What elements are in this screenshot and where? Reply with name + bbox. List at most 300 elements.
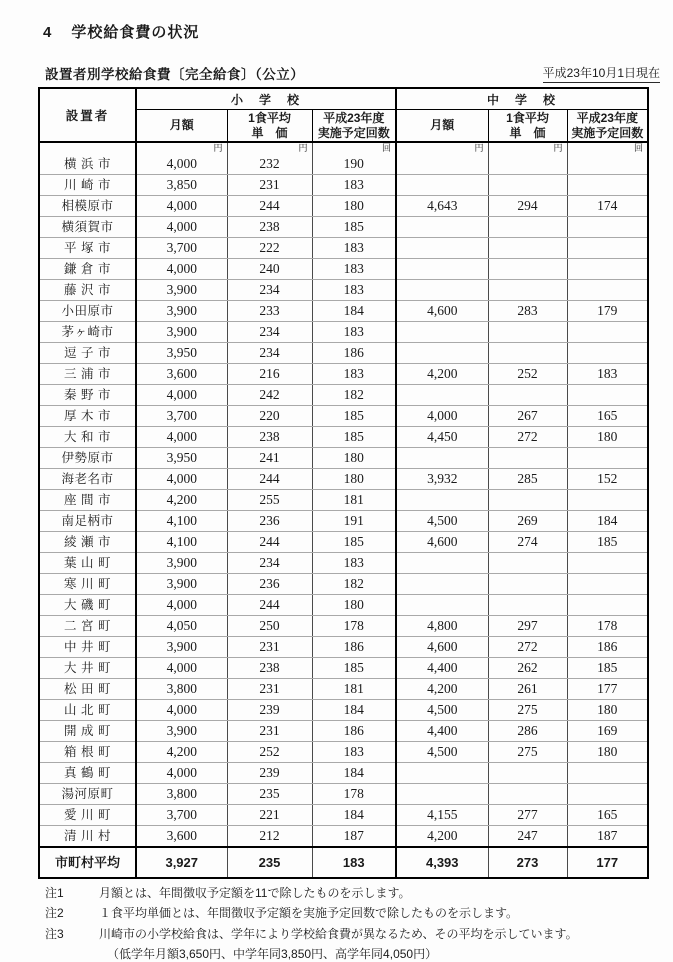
value-cell: 4,400 xyxy=(396,658,488,679)
value-cell xyxy=(488,574,567,595)
table-row xyxy=(39,322,648,343)
value-cell: 190 xyxy=(312,154,396,175)
table-row xyxy=(39,406,648,427)
installer-name: 小田原市 xyxy=(39,301,136,322)
table-row xyxy=(39,511,648,532)
value-cell: 181 xyxy=(312,490,396,511)
value-cell: 4,050 xyxy=(136,616,227,637)
average-elem-count: 183 xyxy=(312,847,396,878)
value-cell xyxy=(567,553,648,574)
value-cell xyxy=(396,175,488,196)
value-cell: 183 xyxy=(312,553,396,574)
table-row xyxy=(39,154,648,175)
installer-name: 山 北 町 xyxy=(39,700,136,721)
value-cell xyxy=(488,238,567,259)
table-row xyxy=(39,532,648,553)
unit-label-yen: 円 xyxy=(488,142,567,154)
value-cell: 4,155 xyxy=(396,805,488,826)
installer-name: 真 鶴 町 xyxy=(39,763,136,784)
value-cell xyxy=(567,259,648,280)
value-cell xyxy=(396,217,488,238)
installer-name: 松 田 町 xyxy=(39,679,136,700)
value-cell: 186 xyxy=(567,637,648,658)
value-cell: 4,200 xyxy=(396,679,488,700)
value-cell: 180 xyxy=(312,595,396,616)
average-row xyxy=(39,847,648,878)
installer-name: 秦 野 市 xyxy=(39,385,136,406)
value-cell: 186 xyxy=(312,721,396,742)
value-cell: 3,900 xyxy=(136,721,227,742)
value-cell: 185 xyxy=(312,658,396,679)
value-cell xyxy=(488,280,567,301)
value-cell: 182 xyxy=(312,574,396,595)
installer-name: 藤 沢 市 xyxy=(39,280,136,301)
value-cell xyxy=(567,154,648,175)
table-row xyxy=(39,784,648,805)
value-cell: 183 xyxy=(312,175,396,196)
average-junior-monthly: 4,393 xyxy=(396,847,488,878)
installer-name: 愛 川 町 xyxy=(39,805,136,826)
value-cell xyxy=(488,175,567,196)
table-row xyxy=(39,616,648,637)
value-cell: 4,450 xyxy=(396,427,488,448)
unit-label-yen: 円 xyxy=(227,142,312,154)
value-cell: 183 xyxy=(312,259,396,280)
installer-name: 大 和 市 xyxy=(39,427,136,448)
installer-name: 海老名市 xyxy=(39,469,136,490)
value-cell: 4,000 xyxy=(136,427,227,448)
value-cell: 241 xyxy=(227,448,312,469)
unit-label-kai: 回 xyxy=(634,143,644,153)
value-cell xyxy=(488,343,567,364)
value-cell xyxy=(396,385,488,406)
installer-name: 厚 木 市 xyxy=(39,406,136,427)
value-cell: 234 xyxy=(227,343,312,364)
value-cell: 212 xyxy=(227,826,312,848)
value-cell: 244 xyxy=(227,196,312,217)
value-cell: 186 xyxy=(312,343,396,364)
value-cell xyxy=(567,343,648,364)
value-cell: 3,800 xyxy=(136,679,227,700)
value-cell: 179 xyxy=(567,301,648,322)
value-cell: 180 xyxy=(567,700,648,721)
value-cell: 178 xyxy=(312,784,396,805)
note-3-cont-label xyxy=(45,947,99,961)
installer-name: 茅ヶ崎市 xyxy=(39,322,136,343)
value-cell: 269 xyxy=(488,511,567,532)
table-row xyxy=(39,364,648,385)
count-line2: 実施予定回数 xyxy=(317,125,390,140)
col-group-elementary: 小 学 校 xyxy=(136,88,396,110)
value-cell xyxy=(488,448,567,469)
note-2 xyxy=(45,906,673,920)
value-cell: 184 xyxy=(312,700,396,721)
section-number: 4 xyxy=(43,24,53,41)
value-cell: 3,900 xyxy=(136,637,227,658)
value-cell: 4,200 xyxy=(396,364,488,385)
value-cell: 272 xyxy=(488,427,567,448)
average-label: 市町村平均 xyxy=(39,847,136,878)
note-1 xyxy=(45,886,673,900)
value-cell: 183 xyxy=(312,322,396,343)
value-cell: 3,900 xyxy=(136,280,227,301)
table-row xyxy=(39,679,648,700)
installer-name: 綾 瀬 市 xyxy=(39,532,136,553)
value-cell: 252 xyxy=(227,742,312,763)
value-cell: 3,900 xyxy=(136,301,227,322)
unit-price-line1: 1食平均 xyxy=(248,111,291,126)
count-line1: 平成23年度 xyxy=(576,111,638,126)
installer-name: 大 井 町 xyxy=(39,658,136,679)
value-cell: 4,200 xyxy=(396,826,488,848)
value-cell xyxy=(396,448,488,469)
table-row xyxy=(39,490,648,511)
col-header-count-elem xyxy=(312,110,396,143)
value-cell: 3,900 xyxy=(136,553,227,574)
value-cell xyxy=(396,595,488,616)
value-cell: 169 xyxy=(567,721,648,742)
value-cell: 152 xyxy=(567,469,648,490)
value-cell: 232 xyxy=(227,154,312,175)
value-cell: 231 xyxy=(227,679,312,700)
value-cell: 236 xyxy=(227,574,312,595)
note-1-label: 注1 xyxy=(45,886,64,900)
installer-name: 伊勢原市 xyxy=(39,448,136,469)
table-row xyxy=(39,469,648,490)
installer-name: 川 崎 市 xyxy=(39,175,136,196)
value-cell: 247 xyxy=(488,826,567,848)
value-cell: 244 xyxy=(227,469,312,490)
value-cell: 183 xyxy=(312,280,396,301)
table-row xyxy=(39,658,648,679)
value-cell: 4,000 xyxy=(136,763,227,784)
value-cell: 4,500 xyxy=(396,511,488,532)
value-cell: 3,950 xyxy=(136,448,227,469)
value-cell xyxy=(567,595,648,616)
col-header-count-junior xyxy=(567,110,648,143)
value-cell: 262 xyxy=(488,658,567,679)
value-cell: 4,000 xyxy=(136,154,227,175)
school-lunch-fee-table xyxy=(38,87,649,879)
value-cell: 234 xyxy=(227,322,312,343)
value-cell: 191 xyxy=(312,511,396,532)
installer-name: 開 成 町 xyxy=(39,721,136,742)
page-title xyxy=(0,0,673,42)
value-cell xyxy=(567,784,648,805)
note-3-text: 川崎市の小学校給食は、学年により学校給食費が異なるため、その平均を示しています。 xyxy=(99,926,578,941)
value-cell: 4,100 xyxy=(136,511,227,532)
value-cell: 4,800 xyxy=(396,616,488,637)
table-row xyxy=(39,805,648,826)
value-cell: 3,932 xyxy=(396,469,488,490)
value-cell xyxy=(488,217,567,238)
count-line1: 平成23年度 xyxy=(323,111,385,126)
average-junior-count: 177 xyxy=(567,847,648,878)
value-cell: 275 xyxy=(488,742,567,763)
notes-section xyxy=(45,886,673,962)
value-cell: 239 xyxy=(227,700,312,721)
value-cell: 294 xyxy=(488,196,567,217)
value-cell: 3,800 xyxy=(136,784,227,805)
value-cell xyxy=(488,595,567,616)
table-row xyxy=(39,637,648,658)
value-cell: 4,400 xyxy=(396,721,488,742)
installer-name: 中 井 町 xyxy=(39,637,136,658)
value-cell xyxy=(396,784,488,805)
value-cell xyxy=(488,490,567,511)
value-cell: 183 xyxy=(312,742,396,763)
value-cell: 222 xyxy=(227,238,312,259)
value-cell xyxy=(396,553,488,574)
value-cell: 231 xyxy=(227,175,312,196)
value-cell xyxy=(567,175,648,196)
table-footer xyxy=(39,847,648,878)
section-title-text: 学校給食費の状況 xyxy=(71,24,200,41)
value-cell: 174 xyxy=(567,196,648,217)
installer-name: 平 塚 市 xyxy=(39,238,136,259)
value-cell xyxy=(396,280,488,301)
value-cell xyxy=(396,154,488,175)
value-cell xyxy=(396,763,488,784)
table-caption-row xyxy=(45,63,660,83)
value-cell: 185 xyxy=(312,427,396,448)
installer-name: 横 浜 市 xyxy=(39,154,136,175)
installer-name: 二 宮 町 xyxy=(39,616,136,637)
col-header-monthly-junior: 月額 xyxy=(396,110,488,143)
average-elem-monthly: 3,927 xyxy=(136,847,227,878)
table-row xyxy=(39,553,648,574)
table-row xyxy=(39,175,648,196)
value-cell: 220 xyxy=(227,406,312,427)
col-group-junior: 中 学 校 xyxy=(396,88,648,110)
value-cell xyxy=(396,259,488,280)
value-cell: 238 xyxy=(227,658,312,679)
value-cell xyxy=(396,490,488,511)
value-cell xyxy=(488,154,567,175)
value-cell: 3,700 xyxy=(136,805,227,826)
value-cell: 3,600 xyxy=(136,364,227,385)
installer-name: 逗 子 市 xyxy=(39,343,136,364)
value-cell: 233 xyxy=(227,301,312,322)
value-cell xyxy=(567,490,648,511)
installer-name: 清 川 村 xyxy=(39,826,136,848)
value-cell: 234 xyxy=(227,553,312,574)
value-cell: 286 xyxy=(488,721,567,742)
header-group-row xyxy=(39,88,648,110)
installer-name: 鎌 倉 市 xyxy=(39,259,136,280)
value-cell: 240 xyxy=(227,259,312,280)
table-body xyxy=(39,142,648,847)
value-cell xyxy=(396,322,488,343)
table-row xyxy=(39,742,648,763)
value-cell: 4,000 xyxy=(136,259,227,280)
value-cell: 3,900 xyxy=(136,322,227,343)
value-cell: 234 xyxy=(227,280,312,301)
note-2-label: 注2 xyxy=(45,906,64,921)
col-header-unit-price-junior xyxy=(488,110,567,143)
value-cell: 180 xyxy=(312,448,396,469)
value-cell: 277 xyxy=(488,805,567,826)
value-cell: 184 xyxy=(312,763,396,784)
value-cell: 231 xyxy=(227,721,312,742)
value-cell: 185 xyxy=(312,406,396,427)
value-cell: 186 xyxy=(312,637,396,658)
value-cell xyxy=(488,322,567,343)
value-cell: 183 xyxy=(567,364,648,385)
value-cell: 3,700 xyxy=(136,238,227,259)
value-cell: 185 xyxy=(312,217,396,238)
value-cell: 3,950 xyxy=(136,343,227,364)
value-cell xyxy=(488,385,567,406)
value-cell: 165 xyxy=(567,406,648,427)
table-row xyxy=(39,280,648,301)
value-cell: 4,600 xyxy=(396,637,488,658)
installer-name: 相模原市 xyxy=(39,196,136,217)
value-cell: 184 xyxy=(312,301,396,322)
installer-name: 箱 根 町 xyxy=(39,742,136,763)
value-cell: 4,000 xyxy=(136,700,227,721)
value-cell: 216 xyxy=(227,364,312,385)
value-cell: 184 xyxy=(567,511,648,532)
unit-price-line2: 単 価 xyxy=(251,125,288,140)
value-cell: 4,000 xyxy=(136,217,227,238)
value-cell xyxy=(488,553,567,574)
average-elem-unit-price: 235 xyxy=(227,847,312,878)
value-cell: 272 xyxy=(488,637,567,658)
value-cell: 3,850 xyxy=(136,175,227,196)
unit-blank xyxy=(39,142,136,154)
table-row xyxy=(39,595,648,616)
value-cell: 3,900 xyxy=(136,574,227,595)
value-cell: 4,100 xyxy=(136,532,227,553)
table-row xyxy=(39,385,648,406)
value-cell: 4,500 xyxy=(396,742,488,763)
value-cell xyxy=(396,343,488,364)
value-cell: 283 xyxy=(488,301,567,322)
table-row xyxy=(39,448,648,469)
value-cell: 297 xyxy=(488,616,567,637)
value-cell xyxy=(396,574,488,595)
value-cell: 4,200 xyxy=(136,742,227,763)
value-cell xyxy=(567,574,648,595)
table-row xyxy=(39,700,648,721)
value-cell xyxy=(567,217,648,238)
value-cell: 4,000 xyxy=(136,658,227,679)
value-cell: 3,700 xyxy=(136,406,227,427)
value-cell: 4,000 xyxy=(136,469,227,490)
value-cell: 4,643 xyxy=(396,196,488,217)
average-junior-unit-price: 273 xyxy=(488,847,567,878)
unit-price-line2: 単 価 xyxy=(509,125,546,140)
col-header-installer: 設置者 xyxy=(39,88,136,142)
table-row xyxy=(39,301,648,322)
value-cell: 187 xyxy=(567,826,648,848)
table-title: 設置者別学校給食費〔完全給食〕（公立） xyxy=(45,67,305,82)
note-3 xyxy=(45,927,673,941)
value-cell: 238 xyxy=(227,217,312,238)
value-cell: 4,000 xyxy=(136,196,227,217)
unit-label-kai: 回 xyxy=(312,142,396,154)
value-cell: 185 xyxy=(312,532,396,553)
as-of-date: 平成23年10月1日現在 xyxy=(543,64,660,83)
col-header-unit-price-elem xyxy=(227,110,312,143)
value-cell: 275 xyxy=(488,700,567,721)
table-row xyxy=(39,238,648,259)
table-row xyxy=(39,427,648,448)
installer-name: 横須賀市 xyxy=(39,217,136,238)
installer-name: 座 間 市 xyxy=(39,490,136,511)
installer-name: 寒 川 町 xyxy=(39,574,136,595)
col-header-monthly-elem: 月額 xyxy=(136,110,227,143)
count-line2: 実施予定回数 xyxy=(571,125,644,140)
value-cell xyxy=(567,448,648,469)
value-cell: 183 xyxy=(312,238,396,259)
table-row xyxy=(39,574,648,595)
table-row xyxy=(39,721,648,742)
table-row xyxy=(39,217,648,238)
value-cell xyxy=(567,280,648,301)
installer-name: 大 磯 町 xyxy=(39,595,136,616)
note-3-continued xyxy=(45,947,673,961)
value-cell: 274 xyxy=(488,532,567,553)
value-cell xyxy=(488,784,567,805)
note-1-text: 月額とは、年間徴収予定額を11で除したものを示します。 xyxy=(99,886,411,900)
value-cell: 183 xyxy=(312,364,396,385)
installer-name: 湯河原町 xyxy=(39,784,136,805)
units-row xyxy=(39,142,648,154)
value-cell: 3,600 xyxy=(136,826,227,848)
value-cell xyxy=(567,385,648,406)
value-cell: 235 xyxy=(227,784,312,805)
table-row xyxy=(39,259,648,280)
value-cell: 231 xyxy=(227,637,312,658)
value-cell: 187 xyxy=(312,826,396,848)
value-cell: 250 xyxy=(227,616,312,637)
value-cell: 221 xyxy=(227,805,312,826)
table-row xyxy=(39,343,648,364)
value-cell: 178 xyxy=(312,616,396,637)
value-cell xyxy=(567,763,648,784)
value-cell: 255 xyxy=(227,490,312,511)
value-cell: 252 xyxy=(488,364,567,385)
value-cell: 4,000 xyxy=(396,406,488,427)
value-cell: 236 xyxy=(227,511,312,532)
note-3-cont-text: （低学年月額3,650円、中学年同3,850円、高学年同4,050円） xyxy=(107,947,438,962)
value-cell: 244 xyxy=(227,532,312,553)
value-cell: 238 xyxy=(227,427,312,448)
installer-name: 葉 山 町 xyxy=(39,553,136,574)
value-cell xyxy=(488,763,567,784)
installer-name: 南足柄市 xyxy=(39,511,136,532)
value-cell: 285 xyxy=(488,469,567,490)
note-3-label: 注3 xyxy=(45,926,64,941)
value-cell: 4,500 xyxy=(396,700,488,721)
value-cell: 180 xyxy=(567,427,648,448)
value-cell xyxy=(567,322,648,343)
value-cell: 239 xyxy=(227,763,312,784)
unit-label-yen: 円 xyxy=(396,142,488,154)
value-cell: 4,200 xyxy=(136,490,227,511)
value-cell: 185 xyxy=(567,532,648,553)
value-cell: 180 xyxy=(312,469,396,490)
value-cell xyxy=(396,238,488,259)
value-cell: 165 xyxy=(567,805,648,826)
table-header xyxy=(39,88,648,142)
value-cell: 185 xyxy=(567,658,648,679)
value-cell: 242 xyxy=(227,385,312,406)
unit-price-line1: 1食平均 xyxy=(506,111,549,126)
value-cell: 180 xyxy=(567,742,648,763)
